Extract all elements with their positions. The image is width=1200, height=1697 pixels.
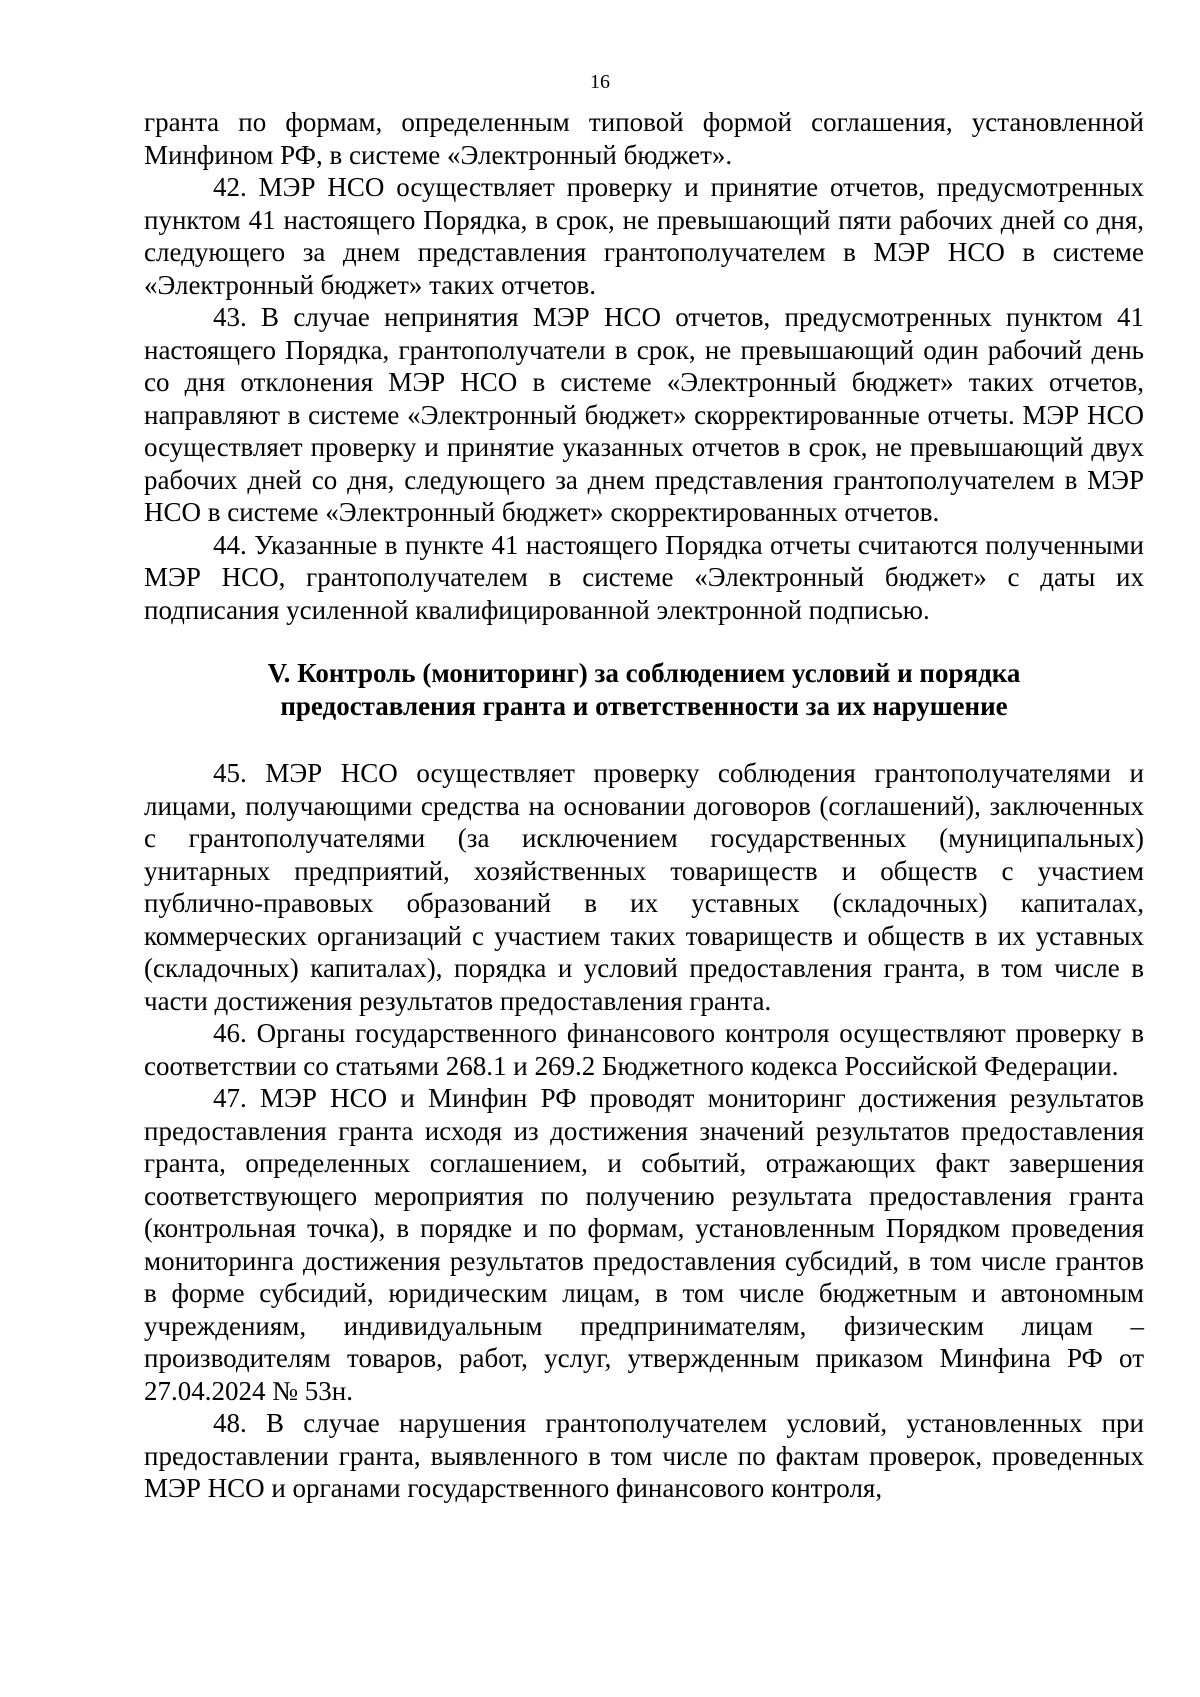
paragraph-48: 48. В случае нарушения грантополучателем условий, установленных при предоставлении гранта, выявленного в том числе по фактам проверок, проведенных МЭР НСО и органами государственного финансового контроля, bbox=[144, 1408, 1144, 1503]
section-heading-line-1: V. Контроль (мониторинг) за соблюдением условий и порядка bbox=[267, 658, 1021, 688]
paragraph-43: 43. В случае непринятия МЭР НСО отчетов, предусмотренных пунктом 41 настоящего Порядка, грантополучатели в срок, не превышающий один рабочий день со дня отклонения МЭР НСО в системе «Электронный бюджет» таких отчетов, направляют в системе «Электронный бюджет» скорректированные отчеты. МЭР НСО осуществляет проверку и принятие указанных отчетов в срок, не превышающий двух рабочих дней со дня, следующего за днем представления грантополучателем в МЭР НСО в системе «Электронный бюджет» скорректированных отчетов. bbox=[144, 302, 1144, 527]
document-body bbox=[144, 106, 1144, 1505]
section-heading bbox=[144, 657, 1144, 723]
paragraph-46: 46. Органы государственного финансового контроля осуществляют проверку в соответствии со статьями 268.1 и 269.2 Бюджетного кодекса Российской Федерации. bbox=[144, 1018, 1144, 1081]
page-number: 16 bbox=[590, 71, 610, 93]
paragraph-continuation: гранта по формам, определенным типовой формой соглашения, установленной Минфином РФ, в системе «Электронный бюджет». bbox=[144, 107, 1144, 170]
section-heading-line-2: предоставления гранта и ответственности за их нарушение bbox=[280, 691, 1008, 721]
paragraph-45: 45. МЭР НСО осуществляет проверку соблюдения грантополучателями и лицами, получающими средства на основании договоров (соглашений), заключенных с грантополучателями (за исключением государственных (муниципальных) унитарных предприятий, хозяйственных товариществ и обществ с участием публично-правовых образований в их уставных (складочных) капиталах, коммерческих организаций с участием таких товариществ и обществ в их уставных (складочных) капиталах), порядка и условий предоставления гранта, в том числе в части достижения результатов предоставления гранта. bbox=[144, 758, 1144, 1016]
paragraph-47: 47. МЭР НСО и Минфин РФ проводят мониторинг достижения результатов предоставления гранта исходя из достижения значений результатов предоставления гранта, определенных соглашением, и событий, отражающих факт завершения соответствующего мероприятия по получению результата предоставления гранта (контрольная точка), в порядке и по формам, установленным Порядком проведения мониторинга достижения результатов предоставления субсидий, в том числе грантов в форме субсидий, юридическим лицам, в том числе бюджетным и автономным учреждениям, индивидуальным предпринимателям, физическим лицам – производителям товаров, работ, услуг, утвержденным приказом Минфина РФ от 27.04.2024 № 53н. bbox=[144, 1083, 1144, 1406]
paragraph-42: 42. МЭР НСО осуществляет проверку и принятие отчетов, предусмотренных пунктом 41 настоящего Порядка, в срок, не превышающий пяти рабочих дней со дня, следующего за днем представления грантополучателем в МЭР НСО в системе «Электронный бюджет» таких отчетов. bbox=[144, 172, 1144, 300]
paragraph-44: 44. Указанные в пункте 41 настоящего Порядка отчеты считаются полученными МЭР НСО, грантополучателем в системе «Электронный бюджет» с даты их подписания усиленной квалифицированной электронной подписью. bbox=[144, 529, 1144, 625]
